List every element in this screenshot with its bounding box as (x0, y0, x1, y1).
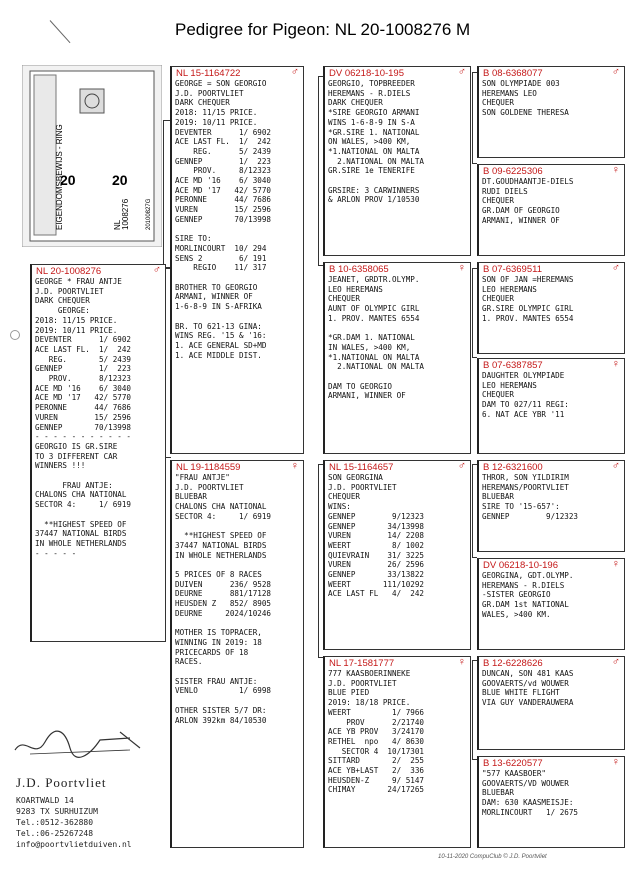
pedigree-line: RETHEL npo 4/ 8630 (328, 736, 425, 746)
pedigree-line: GENNEP 9/12323 (482, 511, 579, 521)
pedigree-line: *GR.DAM 1. NATIONAL (328, 333, 415, 343)
pedigree-line: RUDI DIELS (482, 186, 528, 196)
pedigree-line: SON OLYMPIADE 003 (482, 79, 560, 88)
ring-certificate-image (22, 65, 162, 247)
ring-number: B 10-6358065 (329, 264, 389, 275)
pedigree-line: VUREN 15/ 2596 (35, 412, 132, 422)
pedigree-line (172, 225, 303, 235)
female-symbol-icon: ♀ (611, 558, 620, 570)
male-symbol-icon: ♂ (611, 656, 620, 668)
ring-year-right: 20 (112, 172, 128, 188)
pedigree-line: ACE MD '17 42/ 5770 (175, 185, 272, 195)
pedigree-line: SECTOR 4: 1/ 6919 (175, 511, 272, 521)
ring-year-left: 20 (60, 172, 76, 188)
pedigree-line: GR.SIRE 1e TENERIFE (328, 166, 415, 176)
pedigree-line: HEUSDEN-Z 9/ 5147 (328, 775, 425, 785)
female-symbol-icon: ♀ (611, 164, 620, 176)
pedigree-line: DARK CHEQUER (35, 296, 90, 306)
pedigree-line (325, 176, 470, 186)
box-header (479, 263, 624, 275)
pedigree-line: ACE MD '17 42/ 5770 (35, 393, 132, 403)
pedigree-line: BLUEBAR (482, 492, 515, 502)
pedigree-line: *GR.SIRE 1. NATIONAL (328, 127, 420, 137)
pedigree-line: DEVENTER 1/ 6902 (175, 127, 272, 137)
pedigree-line: GENNEP 9/12323 (328, 511, 425, 521)
pedigree-line: 1. ACE MIDDLE DIST. (175, 350, 262, 360)
pedigree-line: 777 KAASBOERINNEKE (328, 669, 411, 678)
pedigree-line: J.D. POORTVLIET (175, 88, 244, 98)
pedigree-line: BROTHER TO GEORGIO (175, 282, 258, 292)
pedigree-line: DEURNE 2024/10246 (175, 608, 272, 618)
pedigree-line: ACE MD '16 6/ 3040 (175, 176, 272, 186)
owner-tel2: Tel.:06-25267248 (16, 829, 94, 838)
male-symbol-icon: ♂ (457, 66, 466, 78)
box-header (172, 67, 303, 79)
pedigree-line: HEREMANS - R.DIELS (482, 580, 565, 590)
pedigree-line: *1.NATIONAL ON MALTA (328, 352, 420, 362)
pedigree-box-dam-sire (323, 460, 471, 650)
pedigree-line: WINS: (328, 502, 351, 512)
pedigree-line: DUNCAN, SON 481 KAAS (482, 669, 574, 678)
pedigree-line: DAUGHTER OLYMPIADE (482, 371, 565, 380)
pedigree-line: IN WHOLE NETHERLANDS (175, 550, 267, 560)
pedigree-line (32, 510, 165, 520)
pedigree-line: BLUEBAR (175, 492, 208, 502)
pedigree-line: SON OF JAN =HEREMANS (482, 275, 574, 284)
pedigree-box-dam (170, 460, 304, 848)
pedigree-line: CHEQUER (482, 294, 515, 304)
pedigree-line: GENNEP 70/13998 (35, 422, 132, 432)
pedigree-line: 2019: 18/18 PRICE. (328, 698, 411, 708)
ring-number: B 09-6225306 (483, 166, 543, 177)
pedigree-line: GRSIRE: 3 CARWINNERS (328, 185, 420, 195)
pedigree-line: REG. 5/ 2439 (35, 354, 132, 364)
pedigree-line (172, 312, 303, 322)
pedigree-line: PERONNE 44/ 7686 (175, 195, 272, 205)
pedigree-line: PROV 2/21740 (328, 717, 425, 727)
ring-number: B 07-6369511 (483, 264, 542, 275)
box-header (325, 461, 470, 473)
pedigree-line: SON GOLDENE THERESA (482, 108, 569, 118)
pedigree-box-sdd (477, 358, 625, 454)
box-header (325, 67, 470, 79)
pedigree-line: IN WHOLE NETHERLANDS (35, 538, 127, 548)
pedigree-line: 2.NATIONAL ON MALTA (328, 362, 425, 372)
owner-name: J.D. Poortvliet (16, 775, 107, 790)
pedigree-line: ACE YB PROV 3/24170 (328, 727, 425, 737)
pedigree-line: PRICECARDS OF 18 (175, 647, 249, 657)
pedigree-line: 2.NATIONAL ON MALTA (328, 156, 425, 166)
pedigree-line: 6. NAT ACE YBR '11 (482, 409, 565, 419)
ring-side-code: 20100827G (146, 198, 152, 230)
pedigree-line (172, 619, 303, 629)
pedigree-line: SIRE TO: (175, 234, 212, 244)
pedigree-box-sss (477, 66, 625, 158)
pedigree-line: GOOVAERTS/vd WOUWER (482, 678, 569, 688)
owner-tel1: Tel.:0512-362880 (16, 818, 94, 827)
pedigree-line: CHEQUER (328, 492, 361, 502)
pedigree-line: WINNING IN 2019: 18 (175, 637, 262, 647)
pedigree-line: ACE LAST FL 4/ 242 (328, 589, 425, 599)
ring-number: DV 06218-10-196 (483, 560, 558, 571)
pedigree-line: GEORGINA, GDT.OLYMP. (482, 571, 574, 580)
pedigree-line: VUREN 15/ 2596 (175, 205, 272, 215)
pedigree-line: WINS REG. '15 & '16: (175, 331, 267, 341)
pedigree-line: **HIGHEST SPEED OF (175, 531, 267, 541)
pedigree-line: SON GEORGINA (328, 473, 383, 482)
pedigree-line: DAM: 630 KAASMEISJE: (482, 798, 574, 808)
box-header (479, 559, 624, 571)
pedigree-line: 5 PRICES OF 8 RACES (175, 570, 262, 579)
pedigree-line: CHEQUER (482, 390, 515, 400)
pedigree-line: 2019: 10/11 PRICE. (35, 325, 118, 335)
footer-credit: 10-11-2020 CompuClub © J.D. Poortvliet (438, 854, 547, 860)
pedigree-line (172, 667, 303, 677)
pedigree-line: JEANET, GRDTR.OLYMP. (328, 275, 420, 284)
pedigree-box-dss (477, 460, 625, 552)
pedigree-line: GEORGIO IS GR.SIRE (35, 441, 118, 451)
pedigree-line: GENNEP 34/13998 (328, 521, 425, 531)
pedigree-line: ARLON 392km 84/10530 (175, 715, 267, 725)
pedigree-line: LEO HEREMANS (482, 284, 537, 294)
owner-email: info@poortvlietduiven.nl (16, 840, 132, 849)
pedigree-line: GR.SIRE OLYMPIC GIRL (482, 304, 574, 314)
pedigree-line: GEORGIO, TOPBREEDER (328, 79, 415, 88)
pedigree-line: SECTOR 4 10/17301 (328, 746, 425, 756)
pedigree-line: PERONNE 44/ 7686 (35, 403, 132, 413)
pedigree-line: QUIEVRAIN 31/ 3225 (328, 550, 425, 560)
pedigree-line: GENNEP 70/13998 (175, 214, 272, 224)
pedigree-line: DEURNE 881/17128 (175, 589, 272, 599)
pedigree-line: 1. PROV. MANTES 6554 (328, 313, 420, 323)
box-header (479, 359, 624, 371)
pedigree-line: BLUE PIED (328, 688, 370, 698)
page-title: Pedigree for Pigeon: NL 20-1008276 M (175, 20, 471, 39)
pedigree-line: FRAU ANTJE: (35, 480, 113, 490)
pedigree-line: WINNERS !!! (35, 461, 86, 471)
pedigree-line: CHIMAY 24/17265 (328, 785, 425, 795)
pedigree-line: WEERT 1/ 7966 (328, 707, 425, 717)
punch-hole (10, 330, 20, 340)
pedigree-line: AUNT OF OLYMPIC GIRL (328, 304, 420, 314)
female-symbol-icon: ♀ (457, 656, 466, 668)
box-header (479, 67, 624, 79)
pedigree-line: DUIVEN 236/ 9528 (175, 579, 272, 589)
ring-number: B 13-6220577 (483, 758, 543, 769)
ring-number: B 08-6368077 (483, 68, 543, 79)
pedigree-line: RACES. (175, 657, 203, 667)
owner-signature (10, 720, 150, 770)
ring-number: 1008276 (121, 198, 130, 230)
ring-number: B 12-6228626 (483, 658, 543, 669)
pedigree-line: J.D. POORTVLIET (35, 286, 104, 296)
male-symbol-icon: ♂ (457, 460, 466, 472)
pedigree-line: ACE MD '16 6/ 3040 (35, 383, 132, 393)
pedigree-box-dam-dam (323, 656, 471, 848)
pedigree-line: 1. ACE GENERAL SD+MD (175, 340, 267, 350)
pedigree-line: BR. TO 621-13 GINA: (175, 321, 262, 331)
box-header (325, 657, 470, 669)
pedigree-line: SITTARD 2/ 255 (328, 756, 425, 766)
pedigree-line: 1-6-8-9 IN S-AFRIKA (175, 302, 262, 312)
box-header (32, 265, 165, 277)
ring-title: EIGENDOMSBEWIJS - RING (55, 124, 64, 230)
pedigree-line: 2018: 11/15 PRICE. (35, 315, 118, 325)
pedigree-line: GENNEP 1/ 223 (175, 156, 272, 166)
pedigree-line: SIRE TO '15-657': (482, 502, 560, 512)
owner-address: KOARTWALD 14 (16, 796, 74, 805)
box-header (325, 263, 470, 275)
pedigree-line: DAM TO 027/11 REGI: (482, 400, 569, 410)
pedigree-box-subject (30, 264, 166, 642)
pedigree-line: OTHER SISTER 5/7 DR: (175, 705, 267, 715)
ring-number: NL 15-1164722 (176, 68, 241, 79)
pedigree-line: GEORGE: (35, 306, 90, 316)
ring-number: NL 15-1164657 (329, 462, 394, 473)
pedigree-line: HEREMANS/POORTVLIET (482, 482, 569, 492)
owner-block (16, 775, 132, 850)
pedigree-line: VUREN 26/ 2596 (328, 560, 425, 570)
pedigree-line: BLUEBAR (482, 788, 515, 798)
box-header (479, 461, 624, 473)
pedigree-line: SENS 2 6/ 191 (175, 253, 267, 263)
pedigree-line: 1. PROV. MANTES 6554 (482, 313, 574, 323)
female-symbol-icon: ♀ (611, 756, 620, 768)
pedigree-line: WEERT 111/10292 (328, 579, 425, 589)
male-symbol-icon: ♂ (152, 264, 161, 276)
pedigree-line (32, 471, 165, 481)
pedigree-line: WALES, >400 KM. (482, 609, 551, 619)
ring-number: B 07-6387857 (483, 360, 543, 371)
male-symbol-icon: ♂ (611, 262, 620, 274)
pedigree-box-sds (477, 262, 625, 354)
female-symbol-icon: ♀ (457, 262, 466, 274)
pedigree-line (172, 273, 303, 283)
pedigree-line: - - - - - (35, 548, 77, 558)
box-header (479, 657, 624, 669)
pedigree-line: "577 KAASBOER" (482, 769, 547, 778)
pedigree-line: DAM TO GEORGIO (328, 381, 393, 391)
pedigree-line: CHALONS CHA NATIONAL (175, 502, 267, 512)
pedigree-line: CHEQUER (482, 196, 515, 206)
male-symbol-icon: ♂ (611, 66, 620, 78)
box-header (172, 461, 303, 473)
male-symbol-icon: ♂ (290, 66, 299, 78)
female-symbol-icon: ♀ (611, 358, 620, 370)
pedigree-line: J.D. POORTVLIET (328, 482, 397, 492)
pedigree-line: ARMANI, WINNER OF (175, 292, 253, 302)
pedigree-line: GEORGE * FRAU ANTJE (35, 277, 122, 286)
pedigree-line: GENNEP 1/ 223 (35, 364, 132, 374)
pedigree-line: SECTOR 4: 1/ 6919 (35, 500, 132, 510)
pedigree-box-ddd (477, 756, 625, 848)
pedigree-line (172, 522, 303, 532)
pedigree-line: **HIGHEST SPEED OF (35, 519, 127, 529)
pedigree-line: MORLINCOURT 10/ 294 (175, 243, 267, 253)
pedigree-box-sire-dam (323, 262, 471, 454)
pedigree-line: 2018: 11/15 PRICE. (175, 108, 258, 118)
pedigree-box-dsd (477, 558, 625, 650)
pedigree-line: ARMANI, WINNER OF (482, 215, 560, 225)
pedigree-line (172, 560, 303, 570)
pedigree-line: DARK CHEQUER (328, 98, 383, 108)
pedigree-line: ARMANI, WINNER OF (328, 391, 406, 401)
pedigree-line: *SIRE GEORGIO ARMANI (328, 108, 420, 118)
pedigree-line: DT.GOUDHAANTJE-DIELS (482, 177, 574, 186)
pedigree-line: THROR, SON YILDIRIM (482, 473, 569, 482)
pedigree-line: J.D. POORTVLIET (328, 678, 397, 688)
pedigree-line (325, 324, 470, 334)
pedigree-line: VIA GUY VANDERAUWERA (482, 698, 574, 708)
pedigree-line: "FRAU ANTJE" (175, 473, 230, 482)
pedigree-line: WINS 1-6-8-9 IN S-A (328, 117, 415, 127)
ring-number: B 12-6321600 (483, 462, 543, 473)
pedigree-line: CHEQUER (328, 294, 361, 304)
pedigree-line: - - - - - - - - - - - (35, 432, 132, 442)
pedigree-line: HEUSDEN Z 852/ 8905 (175, 599, 272, 609)
pedigree-line: TO 3 DIFFERENT CAR (35, 451, 118, 461)
pedigree-line: WEERT 8/ 1002 (328, 540, 425, 550)
pedigree-line: 37447 NATIONAL BIRDS (175, 540, 267, 550)
pedigree-line: MOTHER IS TOPRACER, (175, 628, 262, 638)
pedigree-line: CHALONS CHA NATIONAL (35, 490, 127, 500)
pedigree-line: & ARLON PROV 1/10530 (328, 195, 420, 205)
pedigree-line: ACE YB+LAST 2/ 336 (328, 766, 425, 776)
pedigree-box-sire-sire (323, 66, 471, 256)
pedigree-line: *1.NATIONAL ON MALTA (328, 146, 420, 156)
pedigree-line: ON WALES, >400 KM, (328, 137, 411, 147)
ring-number: NL 17-1581777 (329, 658, 395, 669)
pedigree-line: VENLO 1/ 6998 (175, 686, 272, 696)
pedigree-line: DARK CHEQUER (175, 98, 230, 108)
pedigree-line: GR.DAM OF GEORGIO (482, 206, 560, 216)
pedigree-line: IN WALES, >400 KM, (328, 342, 411, 352)
pedigree-box-sire (170, 66, 304, 454)
pedigree-line: GR.DAM 1st NATIONAL (482, 600, 569, 610)
owner-city: 9283 TX SURHUIZUM (16, 807, 98, 816)
female-symbol-icon: ♀ (290, 460, 299, 472)
male-symbol-icon: ♂ (611, 460, 620, 472)
pedigree-line: ACE LAST FL. 1/ 242 (35, 344, 132, 354)
pedigree-box-ssd (477, 164, 625, 256)
pedigree-line: SISTER FRAU ANTJE: (175, 676, 258, 686)
ring-number: NL 19-1184559 (176, 462, 241, 473)
pedigree-line: MORLINCOURT 1/ 2675 (482, 807, 579, 817)
pedigree-line: 37447 NATIONAL BIRDS (35, 529, 127, 539)
pedigree-line: HEREMANS LEO (482, 88, 537, 98)
pedigree-box-dds (477, 656, 625, 750)
ring-code: NL (113, 219, 122, 230)
pedigree-line: HEREMANS - R.DIELS (328, 88, 411, 98)
pedigree-line: REG. 5/ 2439 (175, 146, 272, 156)
pedigree-line (325, 372, 470, 382)
pedigree-line: DEVENTER 1/ 6902 (35, 335, 132, 345)
ring-number: DV 06218-10-195 (329, 68, 404, 79)
pedigree-line: GEORGE = SON GEORGIO (175, 79, 267, 88)
pedigree-line (172, 696, 303, 706)
pedigree-line: LEO HEREMANS (328, 284, 383, 294)
pedigree-line: GENNEP 33/13822 (328, 570, 425, 580)
pedigree-line: 2019: 10/11 PRICE. (175, 117, 258, 127)
pedigree-line: -SISTER GEORGIO (482, 590, 551, 600)
pedigree-line: J.D. POORTVLIET (175, 482, 244, 492)
pedigree-line: LEO HEREMANS (482, 380, 537, 390)
pedigree-line: REGIO 11/ 317 (175, 263, 267, 273)
pedigree-line: GOOVAERTS/VD WOUWER (482, 778, 569, 788)
pedigree-line: PROV. 8/12323 (35, 374, 132, 384)
box-header (479, 757, 624, 769)
pedigree-line: BLUE WHITE FLIGHT (482, 688, 560, 698)
pedigree-line: CHEQUER (482, 98, 515, 108)
box-header (479, 165, 624, 177)
pedigree-line: PROV. 8/12323 (175, 166, 272, 176)
pedigree-line: ACE LAST FL. 1/ 242 (175, 137, 272, 147)
ring-number: NL 20-1008276 (36, 266, 102, 277)
pedigree-line: VUREN 14/ 2208 (328, 531, 425, 541)
